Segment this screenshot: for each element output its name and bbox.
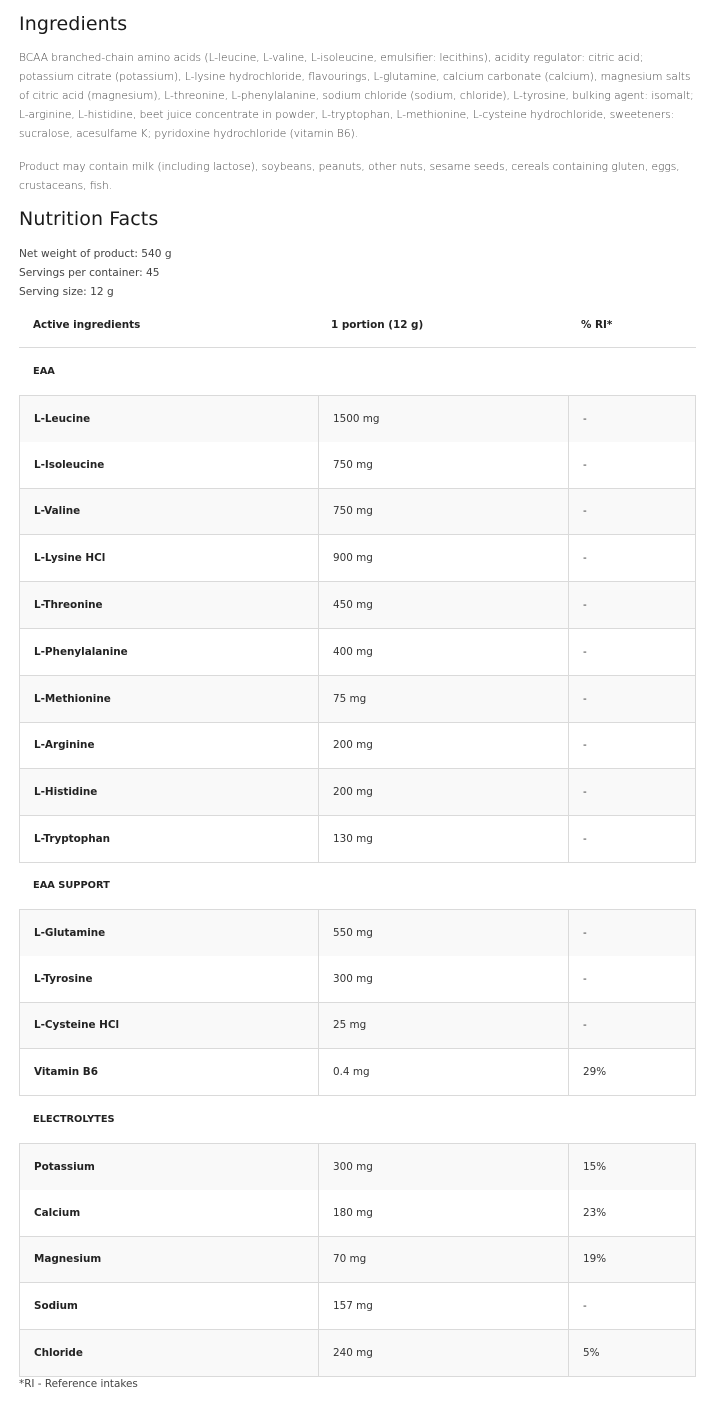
section-label: EAA bbox=[33, 366, 55, 377]
table-row bbox=[19, 956, 696, 1003]
ingredient-name: L-Methionine bbox=[34, 692, 111, 705]
table-row bbox=[19, 769, 696, 816]
ri-percent: - bbox=[568, 1003, 697, 1049]
ri-percent: - bbox=[568, 1283, 697, 1329]
ingredient-name: Vitamin B6 bbox=[34, 1066, 98, 1079]
ri-percent: - bbox=[568, 816, 697, 862]
table-row bbox=[19, 1330, 696, 1377]
portion-amount: 240 mg bbox=[318, 1330, 568, 1376]
ingredient-name: L-Threonine bbox=[34, 599, 103, 612]
portion-amount: 180 mg bbox=[318, 1190, 568, 1236]
ingredient-name: Sodium bbox=[34, 1300, 78, 1313]
ri-percent: - bbox=[568, 676, 697, 722]
portion-amount: 300 mg bbox=[318, 1144, 568, 1190]
table-row bbox=[19, 1143, 696, 1191]
net-weight: Net weight of product: 540 g bbox=[19, 248, 172, 260]
ri-percent: - bbox=[568, 769, 697, 815]
ri-percent: - bbox=[568, 442, 697, 488]
ingredient-name: L-Cysteine HCl bbox=[34, 1019, 120, 1032]
section-label: EAA SUPPORT bbox=[33, 880, 110, 891]
portion-amount: 0.4 mg bbox=[318, 1049, 568, 1095]
table-row bbox=[19, 1190, 696, 1237]
ri-percent: - bbox=[568, 956, 697, 1002]
footnote: *RI - Reference intakes bbox=[19, 1378, 138, 1390]
ingredient-name: L-Histidine bbox=[34, 786, 98, 799]
ingredient-name: L-Valine bbox=[34, 505, 81, 518]
portion-amount: 25 mg bbox=[318, 1003, 568, 1049]
portion-amount: 450 mg bbox=[318, 582, 568, 628]
ingredient-name: Potassium bbox=[34, 1160, 95, 1173]
section-row bbox=[19, 1096, 696, 1143]
portion-amount: 200 mg bbox=[318, 769, 568, 815]
ri-percent: - bbox=[568, 723, 697, 769]
table-row bbox=[19, 535, 696, 582]
header-portion: 1 portion (12 g) bbox=[331, 318, 424, 331]
section-row bbox=[19, 862, 696, 909]
table-row bbox=[19, 629, 696, 676]
table-row bbox=[19, 723, 696, 770]
ri-percent: - bbox=[568, 582, 697, 628]
ri-percent: 23% bbox=[568, 1190, 697, 1236]
table-row bbox=[19, 489, 696, 536]
nutrition-facts-title: Nutrition Facts bbox=[19, 208, 159, 230]
ri-percent: - bbox=[568, 535, 697, 581]
table-row bbox=[19, 442, 696, 489]
ri-percent: 29% bbox=[568, 1049, 697, 1095]
table-header bbox=[19, 302, 696, 348]
portion-amount: 157 mg bbox=[318, 1283, 568, 1329]
portion-amount: 750 mg bbox=[318, 489, 568, 535]
ingredient-name: L-Tyrosine bbox=[34, 972, 93, 985]
portion-amount: 900 mg bbox=[318, 535, 568, 581]
ri-percent: 19% bbox=[568, 1237, 697, 1283]
table-row bbox=[19, 816, 696, 863]
portion-amount: 75 mg bbox=[318, 676, 568, 722]
table-row bbox=[19, 582, 696, 629]
portion-amount: 70 mg bbox=[318, 1237, 568, 1283]
section-row bbox=[19, 348, 696, 395]
portion-amount: 200 mg bbox=[318, 723, 568, 769]
ingredient-name: L-Leucine bbox=[34, 412, 91, 425]
portion-amount: 1500 mg bbox=[318, 396, 568, 442]
table-row bbox=[19, 676, 696, 723]
ingredients-title: Ingredients bbox=[19, 13, 128, 35]
portion-amount: 750 mg bbox=[318, 442, 568, 488]
ri-percent: - bbox=[568, 396, 697, 442]
portion-amount: 300 mg bbox=[318, 956, 568, 1002]
portion-amount: 400 mg bbox=[318, 629, 568, 675]
ingredient-name: L-Phenylalanine bbox=[34, 645, 128, 658]
ingredients-text: BCAA branched-chain amino acids (L-leucine, L-valine, L-isoleucine, emulsifier: lecithins), acidity regulator: citric acid; potassium citrate (potassium), L-lysine hydrochloride, flavourings, L-glutamine, calcium carbonate (calcium), magnesium salts of citric acid (magnesium), L-threonine, L-phenylalanine, sodium chloride (sodium, chloride), L-tyrosine, bulking agent: isomalt; L-arginine, L-histidine, beet juice concentrate in powder, L-tryptophan, L-methionine, L-cysteine hydrochloride, sweeteners: sucralose, acesulfame K; pyridoxine hydrochloride (vitamin B6). bbox=[19, 52, 694, 140]
ingredient-name: Calcium bbox=[34, 1206, 81, 1219]
ingredient-name: Chloride bbox=[34, 1347, 83, 1360]
portion-amount: 550 mg bbox=[318, 910, 568, 956]
ri-percent: - bbox=[568, 489, 697, 535]
ri-percent: 5% bbox=[568, 1330, 697, 1376]
portion-amount: 130 mg bbox=[318, 816, 568, 862]
ri-percent: - bbox=[568, 910, 697, 956]
header-active-ingredients: Active ingredients bbox=[33, 318, 141, 331]
serving-size: Serving size: 12 g bbox=[19, 286, 114, 298]
allergen-text: Product may contain milk (including lactose), soybeans, peanuts, other nuts, sesame seeds, cereals containing gluten, eggs, crustaceans, fish. bbox=[19, 161, 680, 192]
ingredient-name: L-Glutamine bbox=[34, 926, 106, 939]
ri-percent: 15% bbox=[568, 1144, 697, 1190]
ingredient-name: L-Lysine HCl bbox=[34, 552, 106, 565]
table-row bbox=[19, 1283, 696, 1330]
header-ri: % RI* bbox=[581, 318, 613, 331]
table-row bbox=[19, 395, 696, 443]
table-row bbox=[19, 909, 696, 957]
section-label: ELECTROLYTES bbox=[33, 1114, 115, 1125]
servings-per-container: Servings per container: 45 bbox=[19, 267, 160, 279]
ingredient-name: L-Isoleucine bbox=[34, 458, 105, 471]
ri-percent: - bbox=[568, 629, 697, 675]
ingredient-name: Magnesium bbox=[34, 1253, 102, 1266]
table-row bbox=[19, 1049, 696, 1096]
ingredient-name: L-Tryptophan bbox=[34, 833, 111, 846]
table-row bbox=[19, 1237, 696, 1284]
table-row bbox=[19, 1003, 696, 1050]
ingredient-name: L-Arginine bbox=[34, 739, 95, 752]
